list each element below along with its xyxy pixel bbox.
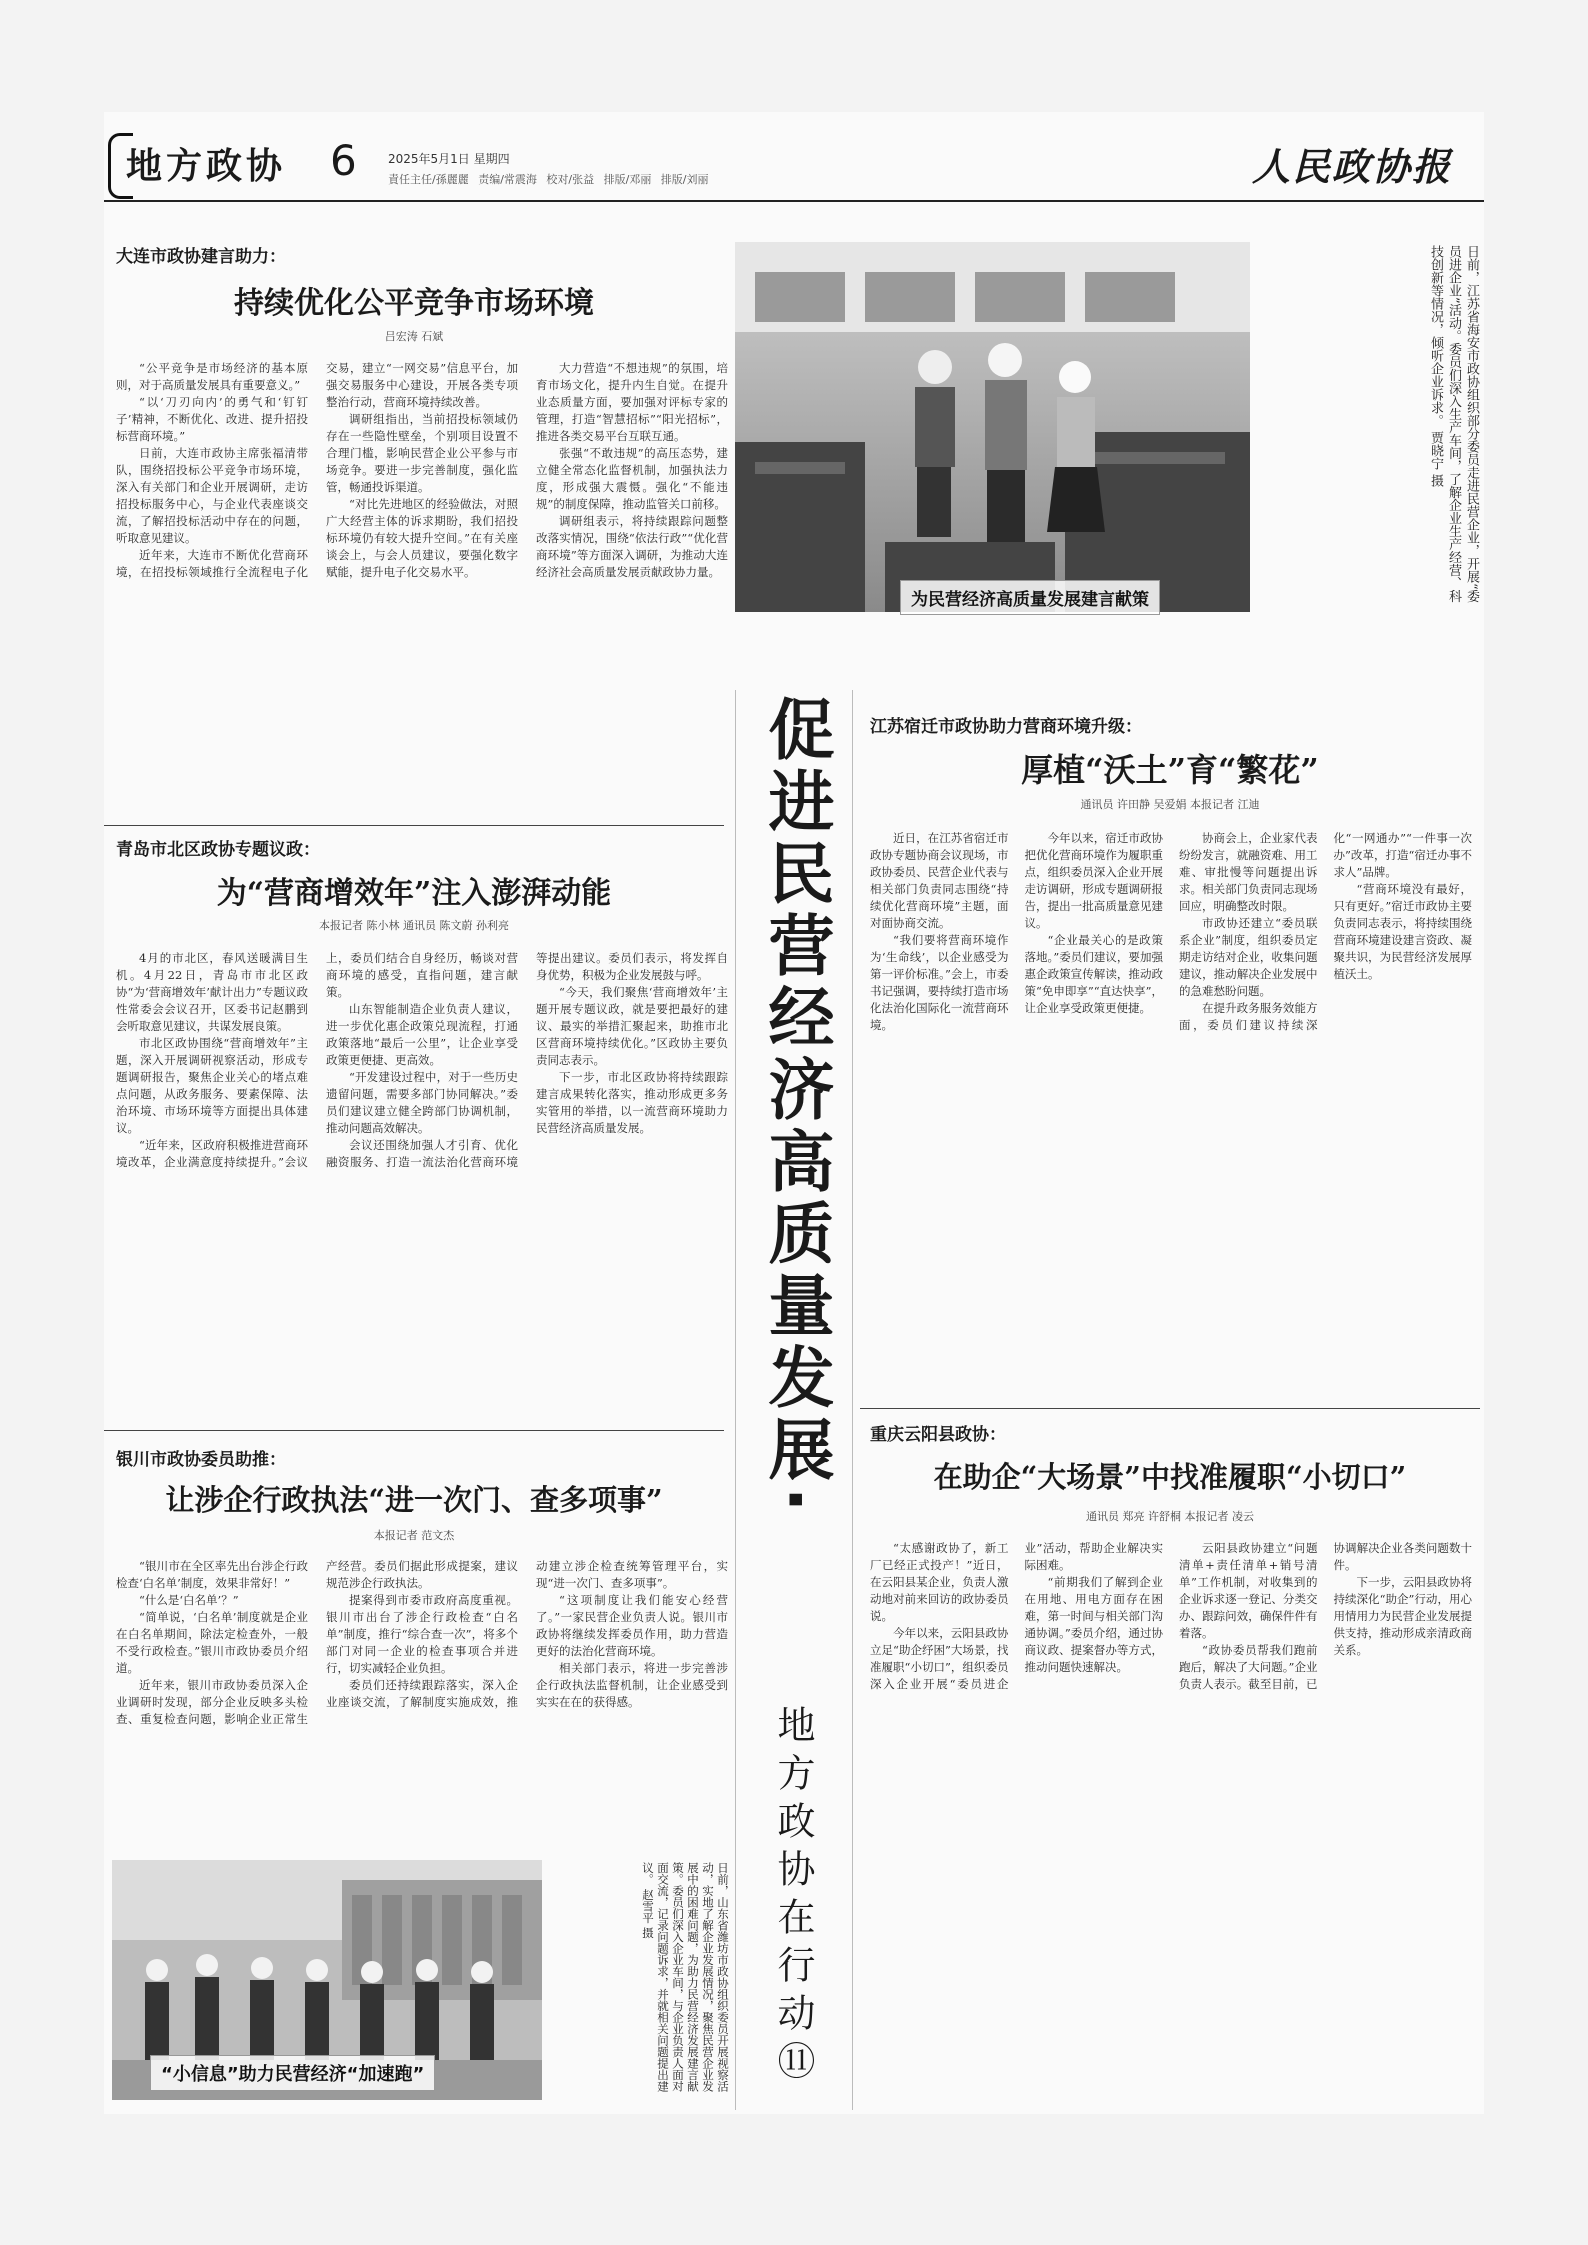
- paragraph: “营商环境没有最好，只有更好。”宿迁市政协主要负责同志表示，将持续围绕营商环境建设建言资政、凝聚共识，为民营经济发展厚植沃土。: [1333, 882, 1472, 981]
- yunyang-kicker: 重庆云阳县政协：: [870, 1425, 1006, 1445]
- top-photo-text: 日前，江苏省海安市政协组织部分委员走进民营企业，开展“委员进企业”活动。委员们深入生产车间，了解企业生产经营、科技创新等情况，倾听企业诉求。 贾晓宁 摄: [1428, 245, 1479, 603]
- divider: [104, 825, 724, 826]
- suqian-byline: 通讯员 许田静 吴爱娟 本报记者 江迪: [1080, 798, 1260, 811]
- paragraph: 市北区政协围绕“营商增效年”主题，深入开展调研视察活动，形成专题调研报告，聚焦企业关心的堵点难点问题，从政务服务、要素保障、法治环境、市场环境等方面提出具体建议。: [116, 1036, 308, 1135]
- paragraph: “今天，我们聚焦‘营商增效年’主题开展专题议政，就是要把最好的建议、最实的举措汇聚起来，助推市北区营商环境持续优化。”区政协主要负责同志表示。: [536, 985, 728, 1067]
- paragraph: 调研组指出，当前招投标领域仍存在一些隐性壁垒，个别项目设置不合理门槛，影响民营企业公平参与市场竞争。要进一步完善制度，强化监管，畅通投诉渠道。: [326, 412, 518, 494]
- bottom-photo-caption: “小信息”助力民营经济“加速跑”: [150, 2055, 435, 2091]
- bottom-photo-text: 日前，山东省潍坊市政协组织委员开展视察活动，实地了解企业发展情况，聚焦民营企业发展中的困难问题，为助力民营经济发展建言献策。委员们深入企业车间，与企业负责人面对面交流，记录问题诉求，并就相关问题提出建议。 赵雪平 摄: [641, 1862, 730, 2092]
- yinchuan-byline: 本报记者 范文杰: [373, 1529, 455, 1542]
- paragraph: “对比先进地区的经验做法，对照广大经营主体的诉求期盼，我们招投标环境仍有较大提升空间。”在有关座谈会上，与会人员建议，要强化数字赋能，提升电子化交易水平。: [326, 497, 518, 579]
- paragraph: “公平竞争是市场经济的基本原则，对于高质量发展具有重要意义。”: [116, 361, 308, 392]
- paragraph: 大力营造“不想违规”的氛围，培育市场文化，提升内生自觉。在提升业态质量方面，要加强对评标专家的管理，打造“智慧招标”“阳光招标”，推进各类交易平台互联互通。: [536, 361, 728, 443]
- yinchuan-headline: 让涉企行政执法“进一次门、查多项事”: [165, 1483, 663, 1517]
- qingdao-headline: 为“营商增效年”注入澎湃动能: [216, 876, 612, 911]
- paragraph: 委员们还持续跟踪落实，深入企业座谈交流，了解制度实施成效，推动建立涉企检查统筹管理平台，实现“进一次门、查多项事”。: [326, 1559, 728, 1709]
- paragraph: “这项制度让我们能安心经营了。”一家民营企业负责人说。银川市政协将继续发挥委员作用，助力营造更好的法治化营商环境。: [536, 1593, 728, 1658]
- paragraph: 市政协还建立“委员联系企业”制度，组织委员定期走访结对企业，收集问题建议，推动解决企业发展中的急难愁盼问题。: [1179, 916, 1318, 998]
- paragraph: “银川市在全区率先出台涉企行政检查‘白名单’制度，效果非常好！”: [116, 1559, 308, 1590]
- paragraph: “政协委员帮我们跑前跑后，解决了大问题。”企业负责人表示。截至目前，已协调解决企业各类问题数十件。: [1179, 1541, 1472, 1691]
- section-name: 地方政协: [126, 146, 287, 187]
- editors-line: 責任主任/孫麗麗 责编/常震海 校对/张益 排版/邓丽 排版/刘丽: [388, 173, 709, 186]
- paragraph: “简单说，‘白名单’制度就是企业在白名单期间，除法定检查外，一般不受行政检查。”银川市政协委员介绍道。: [116, 1610, 308, 1675]
- paragraph: 山东智能制造企业负责人建议，进一步优化惠企政策兑现流程，打通政策落地“最后一公里”，让企业享受政策更便捷、更高效。: [326, 1002, 518, 1067]
- divider: [852, 690, 853, 2110]
- paragraph: “我们要将营商环境作为‘生命线’，以企业感受为第一评价标准。”会上，市委书记强调，要持续打造市场化法治化国际化一流营商环境。: [870, 933, 1009, 1032]
- paragraph: 相关部门表示，将进一步完善涉企行政执法监督机制，让企业感受到实实在在的获得感。: [536, 1661, 728, 1709]
- paragraph: “开发建设过程中，对于一些历史遗留问题，需要多部门协同解决。”委员们建议建立健全跨部门协调机制，推动问题高效解决。: [326, 1070, 518, 1135]
- paragraph: 调研组表示，将持续跟踪问题整改落实情况，围绕“依法行政”“优化营商环境”等方面深入调研，为推动大连经济社会高质量发展贡献政协力量。: [536, 514, 728, 579]
- qingdao-byline: 本报记者 陈小林 通讯员 陈文蔚 孙利亮: [319, 919, 509, 932]
- paragraph: 今年以来，云阳县政协立足“助企纾困”大场景，找准履职“小切口”，组织委员深入企业开展“委员进企业”活动，帮助企业解决实际困难。: [870, 1541, 1163, 1691]
- yunyang-headline: 在助企“大场景”中找准履职“小切口”: [933, 1460, 1407, 1494]
- paragraph: 在提升政务服务效能方面，委员们建议持续深化“一网通办”“一件事一次办”改革，打造“宿迁办事不求人”品牌。: [1179, 831, 1472, 1032]
- yunyang-byline: 通讯员 郑亮 许舒桐 本报记者 凌云: [1086, 1510, 1254, 1523]
- dalian-kicker: 大连市政协建言助力：: [116, 247, 286, 267]
- paragraph: 近年来，大连市不断优化营商环境，在招投标领域推行全流程电子化交易，建立“一网交易”信息平台，加强交易服务中心建设，开展各类专项整治行动，营商环境持续改善。: [116, 361, 518, 579]
- paragraph: “近年来，区政府积极推进营商环境改革，企业满意度持续提升。”会议上，委员们结合自身经历，畅谈对营商环境的感受，直指问题，建言献策。: [116, 951, 518, 1169]
- banner-subtitle: 地方政协在行动⑪: [771, 1705, 815, 2089]
- paragraph: 今年以来，宿迁市政协把优化营商环境作为履职重点，组织委员深入企业开展走访调研，形成专题调研报告，提出一批高质量意见建议。: [1024, 831, 1163, 930]
- suqian-body: [870, 830, 1472, 1395]
- paragraph: 云阳县政协建立“问题清单+责任清单+销号清单”工作机制，对收集到的企业诉求逐一登记、分类交办、跟踪问效，确保件件有着落。: [1179, 1541, 1318, 1640]
- paragraph: 张强“不敢违规”的高压态势，建立健全常态化监督机制，加强执法力度，形成强大震慑。强化“不能违规”的制度保障，推动监管关口前移。: [536, 446, 728, 511]
- paragraph: “企业最关心的是政策落地。”委员们建议，要加强惠企政策宣传解读，推动政策“免申即享”“直达快享”，让企业享受政策更便捷。: [1024, 933, 1164, 1015]
- divider: [104, 1430, 724, 1431]
- paragraph: 下一步，云阳县政协将持续深化“助企”行动，用心用情用力为民营企业发展提供支持，推动形成亲清政商关系。: [1333, 1575, 1472, 1657]
- banner-title: 促进民营经济高质量发展·: [757, 695, 834, 1519]
- series-banner: [742, 695, 842, 2245]
- page-number: 6: [330, 136, 357, 185]
- paragraph: “太感谢政协了，新工厂已经正式投产！”近日，在云阳县某企业，负责人激动地对前来回访的政协委员说。: [870, 1541, 1009, 1623]
- yunyang-body: [870, 1540, 1472, 2105]
- divider: [735, 690, 736, 2110]
- paragraph: 下一步，市北区政协将持续跟踪建言成果转化落实，推动形成更多务实管用的举措，以一流营商环境助力民营经济高质量发展。: [536, 1070, 728, 1135]
- suqian-kicker: 江苏宿迁市政协助力营商环境升级：: [870, 717, 1142, 737]
- paragraph: 提案得到市委市政府高度重视。银川市出台了涉企行政检查“白名单”制度，推行“综合查一次”，将多个部门对同一企业的检查事项合并进行，切实减轻企业负担。: [326, 1593, 518, 1675]
- dalian-body: [116, 360, 728, 810]
- paragraph: “以‘刀刃向内’的勇气和‘钉钉子’精神，不断优化、改进、提升招投标营商环境。”: [116, 395, 308, 443]
- qingdao-body: [116, 950, 728, 1418]
- yinchuan-kicker: 银川市政协委员助推：: [116, 1450, 286, 1470]
- paragraph: 4月的市北区，春风送暖满目生机。4月22日，青岛市市北区政协“为‘营商增效年’献计出力”专题议政性常委会会议召开，区委书记赵鹏到会听取意见建议，共谋发展良策。: [116, 951, 308, 1033]
- masthead-rule: [104, 200, 1484, 202]
- top-photo: [735, 242, 1250, 612]
- paragraph: 近年来，银川市政协委员深入企业调研时发现，部分企业反映多头检查、重复检查问题，影响企业正常生产经营。委员们据此形成提案，建议规范涉企行政执法。: [116, 1559, 518, 1726]
- paragraph: “什么是‘白名单’？”: [139, 1593, 239, 1607]
- dalian-headline: 持续优化公平竞争市场环境: [234, 286, 594, 321]
- paragraph: 近日，在江苏省宿迁市政协专题协商会议现场，市政协委员、民营企业代表与相关部门负责同志围绕“持续优化营商环境”主题，面对面协商交流。: [870, 831, 1009, 930]
- top-photo-caption: 为民营经济高质量发展建言献策: [900, 580, 1160, 615]
- date-line: 2025年5月1日 星期四: [388, 152, 510, 166]
- suqian-headline: 厚植“沃土”育“繁花”: [1021, 751, 1319, 789]
- yinchuan-body: [116, 1558, 728, 1838]
- divider: [860, 1408, 1480, 1409]
- newspaper-brand: 人民政协报: [1251, 144, 1452, 189]
- dalian-byline: 吕宏涛 石斌: [384, 330, 444, 343]
- paragraph: 协商会上，企业家代表纷纷发言，就融资难、用工难、审批慢等问题提出诉求。相关部门负责同志现场回应，明确整改时限。: [1179, 831, 1318, 913]
- paragraph: 会议还围绕加强人才引育、优化融资服务、打造一流法治化营商环境等提出建议。委员们表示，将发挥自身优势，积极为企业发展鼓与呼。: [326, 951, 728, 1169]
- paragraph: 日前，大连市政协主席张福清带队，围绕招投标公平竞争市场环境，深入有关部门和企业开展调研，走访招投标服务中心，与企业代表座谈交流，了解招投标活动中存在的问题，听取意见建议。: [116, 446, 308, 545]
- paragraph: “前期我们了解到企业在用地、用电方面存在困难，第一时间与相关部门沟通协调。”委员介绍，通过协商议政、提案督办等方式，推动问题快速解决。: [1024, 1575, 1163, 1674]
- qingdao-kicker: 青岛市北区政协专题议政：: [116, 840, 320, 860]
